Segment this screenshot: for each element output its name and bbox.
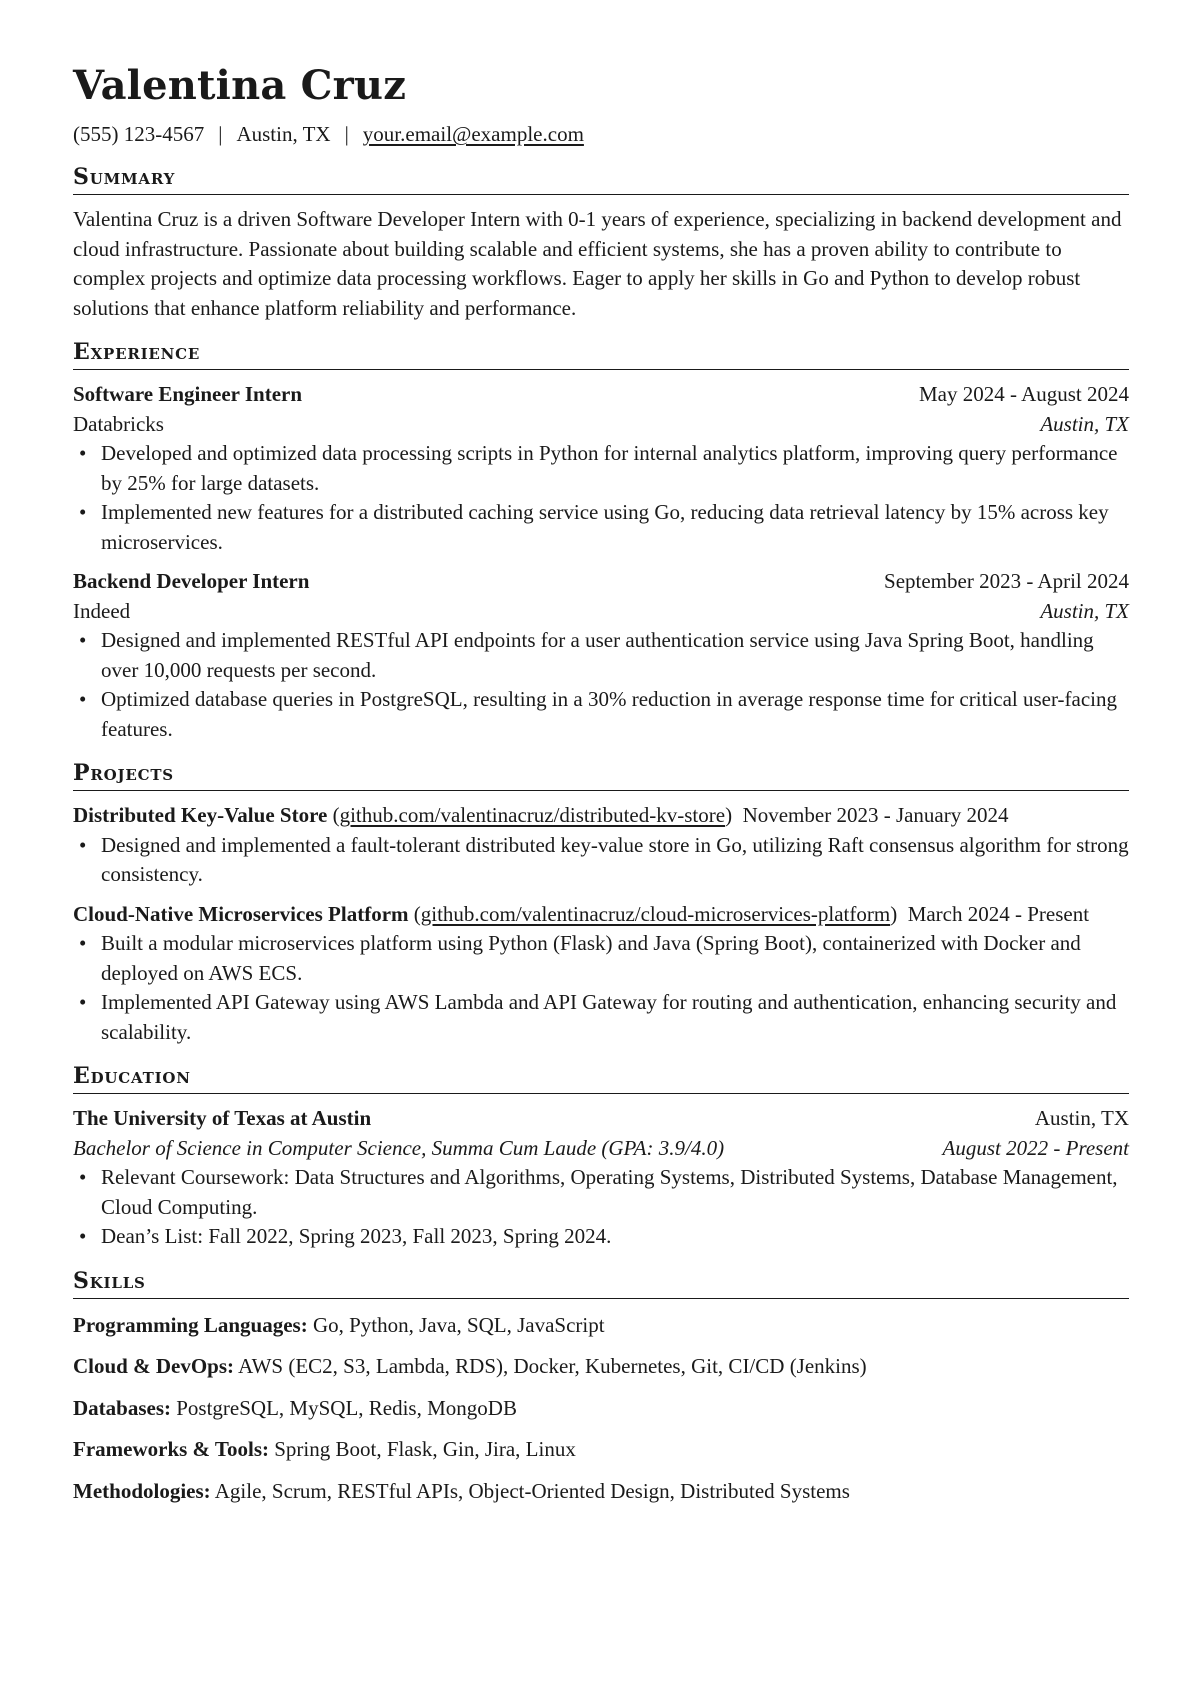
- bullet-list: [73, 626, 1129, 744]
- bullet-item: • Designed and implemented a fault-tolerant distributed key-value store in Go, utilizing Raft consensus algorithm for strong consistency.: [73, 831, 1129, 890]
- bullet-item: • Built a modular microservices platform using Python (Flask) and Java (Spring Boot), containerized with Docker and deployed on AWS ECS.: [73, 929, 1129, 988]
- experience-entry: [73, 567, 1129, 744]
- job-title: Software Engineer Intern: [73, 382, 303, 406]
- company-name: Databricks: [73, 411, 164, 436]
- bullet-item: • Optimized database queries in PostgreSQL, resulting in a 30% reduction in average response time for critical user-facing features.: [73, 685, 1129, 744]
- contact-line: [73, 120, 1129, 148]
- bullet-item: • Developed and optimized data processing scripts in Python for internal analytics platform, improving query performance by 25% for large datasets.: [73, 439, 1129, 498]
- skill-value: PostgreSQL, MySQL, Redis, MongoDB: [176, 1395, 517, 1420]
- company-name: Indeed: [73, 598, 131, 623]
- job-dates: September 2023 - April 2024: [884, 569, 1129, 593]
- bullet-item: • Designed and implemented RESTful API endpoints for a user authentication service using Java Spring Boot, handling over 10,000 requests per second.: [73, 626, 1129, 685]
- bullet-list: [73, 831, 1129, 890]
- bullet-list: [73, 929, 1129, 1047]
- skill-value: AWS (EC2, S3, Lambda, RDS), Docker, Kubernetes, Git, CI/CD (Jenkins): [238, 1354, 867, 1378]
- candidate-name: Valentina Cruz: [73, 62, 407, 109]
- skill-row: [73, 1352, 1129, 1382]
- location: Austin, TX: [236, 122, 331, 146]
- bullet-item: • Implemented API Gateway using AWS Lambda and API Gateway for routing and authentication, enhancing security and scalability.: [73, 988, 1129, 1047]
- bullet-item: • Dean’s List: Fall 2022, Spring 2023, Fall 2023, Spring 2024.: [73, 1222, 1129, 1252]
- project-name: Cloud-Native Microservices Platform: [73, 901, 409, 926]
- contact-separator: |: [218, 122, 223, 146]
- bullet-list: [73, 439, 1129, 557]
- project-name: Distributed Key-Value Store: [73, 803, 328, 827]
- bullet-item: • Relevant Coursework: Data Structures and Algorithms, Operating Systems, Distributed Systems, Database Management, Cloud Computing.: [73, 1163, 1129, 1222]
- project-dates: March 2024 - Present: [907, 901, 1090, 926]
- project-dates: November 2023 - January 2024: [742, 803, 1009, 827]
- job-dates: May 2024 - August 2024: [919, 382, 1129, 406]
- resume-page: [73, 58, 1129, 1506]
- education-dates: August 2022 - Present: [942, 1135, 1129, 1160]
- section-title-summary: Summary: [73, 162, 1129, 195]
- bullet-item: • Implemented new features for a distributed caching service using Go, reducing data retrieval latency by 15% across key microservices.: [73, 498, 1129, 557]
- job-title: Backend Developer Intern: [73, 569, 310, 593]
- section-title-education: Education: [73, 1061, 1129, 1094]
- project-link[interactable]: github.com/valentinacruz/cloud-microservices-platform: [420, 901, 891, 926]
- skill-value: Agile, Scrum, RESTful APIs, Object-Oriented Design, Distributed Systems: [214, 1478, 850, 1503]
- skill-value: Spring Boot, Flask, Gin, Jira, Linux: [274, 1437, 576, 1461]
- contact-separator: |: [344, 122, 349, 146]
- project-link[interactable]: github.com/valentinacruz/distributed-kv-store: [339, 803, 726, 827]
- skill-label: Cloud & DevOps:: [73, 1354, 235, 1378]
- skill-label: Frameworks & Tools:: [73, 1437, 269, 1461]
- skill-label: Methodologies:: [73, 1478, 211, 1503]
- skill-value: Go, Python, Java, SQL, JavaScript: [312, 1312, 605, 1337]
- job-location: Austin, TX: [1040, 598, 1129, 623]
- skill-row: [73, 1477, 1129, 1507]
- experience-entry: [73, 380, 1129, 557]
- degree: Bachelor of Science in Computer Science, Summa Cum Laude (GPA: 3.9/4.0): [73, 1135, 725, 1160]
- skill-row: [73, 1311, 1129, 1341]
- project-header: Cloud-Native Microservices Platform (github.com/valentinacruz/cloud-microservices-platform) March 2024 - Present: [73, 901, 1090, 926]
- email-link[interactable]: your.email@example.com: [362, 122, 584, 146]
- bullet-list: [73, 1163, 1129, 1252]
- skill-label: Programming Languages:: [73, 1312, 308, 1337]
- school-location: Austin, TX: [1034, 1106, 1129, 1130]
- section-title-skills: Skills: [73, 1266, 1129, 1299]
- section-title-projects: Projects: [73, 758, 1129, 791]
- section-title-experience: Experience: [73, 337, 1129, 370]
- job-location: Austin, TX: [1040, 411, 1129, 436]
- project-entry: [73, 801, 1129, 890]
- project-header: Distributed Key-Value Store (github.com/valentinacruz/distributed-kv-store) November 2023 - January 2024: [73, 803, 1009, 827]
- phone-number: (555) 123-4567: [73, 122, 205, 146]
- skill-row: [73, 1435, 1129, 1465]
- summary-text: Valentina Cruz is a driven Software Developer Intern with 0-1 years of experience, specializing in backend development and cloud infrastructure. Passionate about building scalable and efficient systems, she has a proven ability to contribute to complex projects and optimize data processing workflows. Eager to apply her skills in Go and Python to develop robust solutions that enhance platform reliability and performance.: [73, 207, 1122, 320]
- skill-row: [73, 1394, 1129, 1424]
- education-entry: [73, 1104, 1129, 1252]
- project-entry: [73, 900, 1129, 1048]
- skill-label: Databases:: [73, 1395, 171, 1420]
- school-name: The University of Texas at Austin: [73, 1106, 372, 1130]
